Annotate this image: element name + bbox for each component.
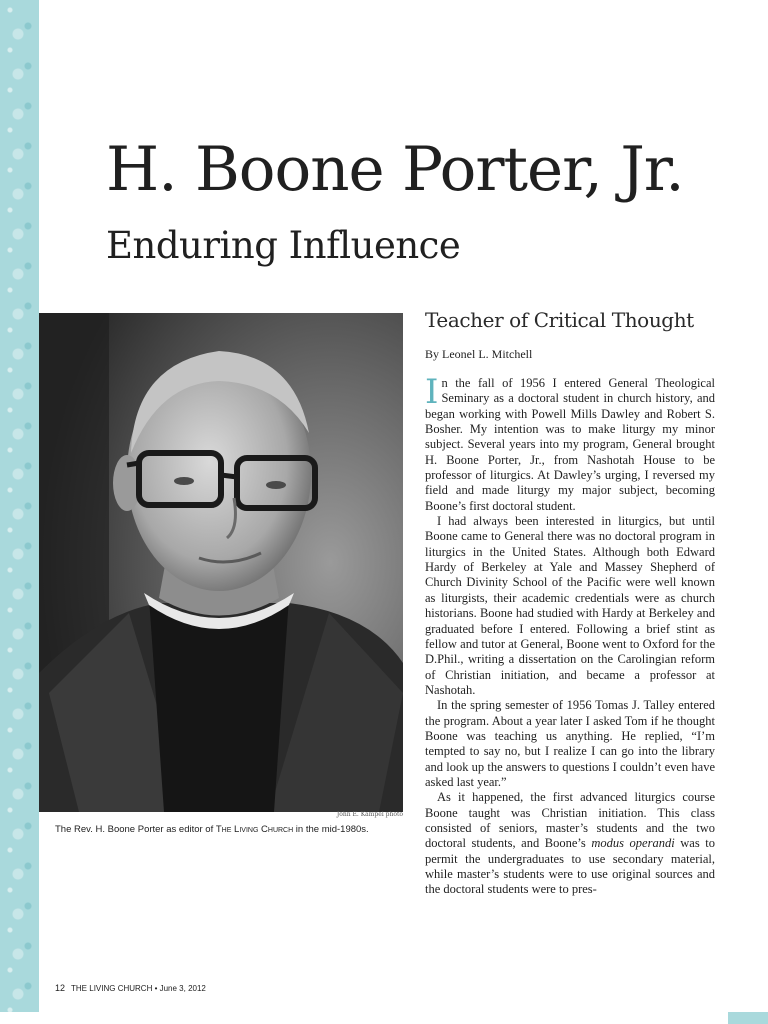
article-title: H. Boone Porter, Jr.: [106, 134, 684, 205]
publication-line: THE LIVING CHURCH • June 3, 2012: [71, 984, 206, 993]
page-footer: [55, 983, 206, 993]
paragraph-text: was to permit the undergraduates to use secondary material, while master’s students were to use original sources and the doctoral students were to pres-: [425, 836, 715, 897]
decorative-corner-tab: [728, 1012, 768, 1024]
photo-credit: John E. Kampel photo: [336, 811, 403, 818]
byline: By Leonel L. Mitchell: [425, 347, 533, 361]
drop-cap: I: [425, 376, 439, 412]
body-paragraph: [425, 790, 715, 897]
body-paragraph: I had always been interested in liturgics, but until Boone came to General there was no doctoral program in liturgics in the United States. Although both Edward Hardy of Berkeley at Yale and Massey Shepherd of Church Divinity School of the Pacific were well known as liturgists, their academic credentials were as church historians. Boone had studied with Hardy at Berkeley and graduated before I entered. Following a brief stint as fellow and tutor at General, Boone went to Oxford for the D.Phil., writing a dissertation on the Carolingian reform of Christian initiation, and became a professor at Nashotah.: [425, 514, 715, 697]
paragraph-text: n the fall of 1956 I entered General Theological Seminary as a doctoral student in church history, and began working with Powell Mills Dawley and Robert S. Bosher. My intention was to make liturgy my minor subject. Several years into my program, General brought H. Boone Porter, Jr., from Nashotah House to be professor of liturgics. At Dawley’s urging, I reversed my field and made liturgy my major subject, becoming Boone’s first doctoral student.: [425, 376, 715, 513]
paragraph-text: As it happened, the first advanced liturgics course Boone taught was Christian initiation. This class consisted of seniors, master’s students and the two doctoral students, and Boone’s: [425, 790, 715, 851]
decorative-side-band: [0, 0, 39, 1012]
caption-text-start: The Rev. H. Boone Porter as editor of: [55, 824, 216, 835]
caption-magazine-name: The Living Church: [215, 824, 294, 835]
section-heading: Teacher of Critical Thought: [425, 308, 694, 332]
caption-text-end: in the mid-1980s.: [293, 824, 369, 835]
photo-caption: [55, 824, 369, 835]
italic-phrase: modus operandi: [591, 836, 675, 851]
article-body: [425, 376, 715, 951]
portrait-illustration: [39, 313, 403, 812]
article-subtitle: Enduring Influence: [106, 224, 461, 267]
body-paragraph: [425, 376, 715, 514]
portrait-photo: [39, 313, 403, 812]
page-number: 12: [55, 983, 66, 993]
body-paragraph: In the spring semester of 1956 Tomas J. Talley entered the program. About a year later I asked Tom if he thought Boone was teaching us anything. He replied, “I’m tempted to say no, but I realize I can go into the library and look up the answers to questions I couldn’t even have asked last year.”: [425, 698, 715, 789]
